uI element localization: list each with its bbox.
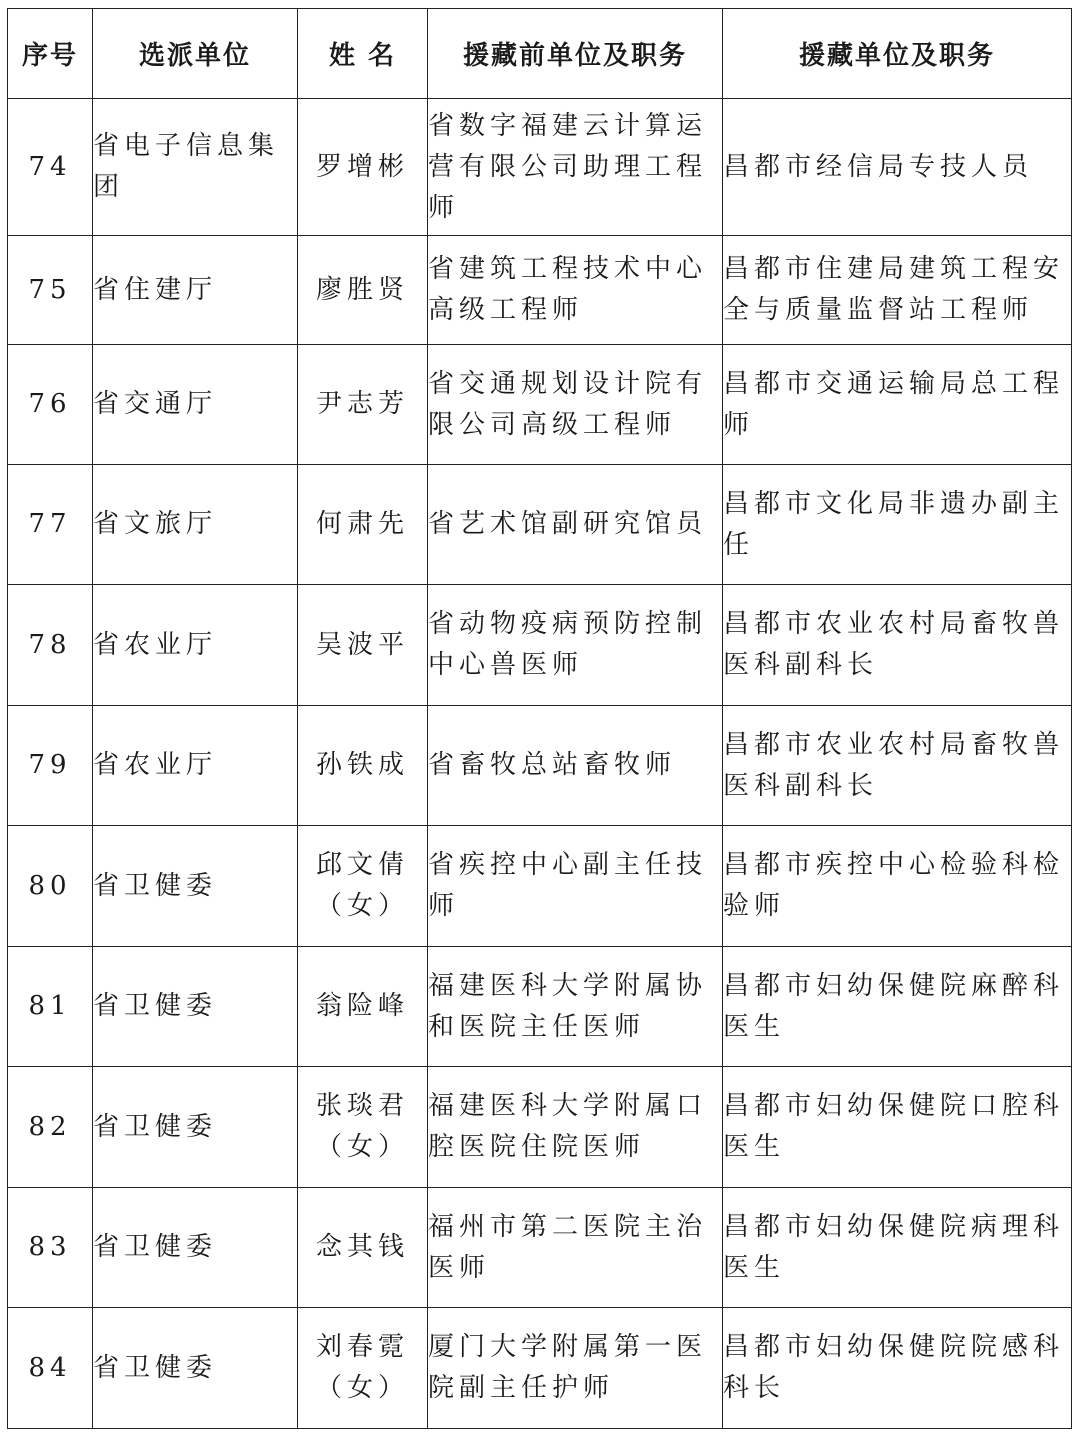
row-number: 76 — [8, 345, 93, 465]
previous-position: 省数字福建云计算运营有限公司助理工程师 — [428, 99, 723, 236]
table-row — [8, 465, 1072, 585]
person-name-cell — [298, 99, 428, 236]
table-row — [8, 706, 1072, 826]
dispatch-unit: 省卫健委 — [93, 1188, 298, 1308]
table-row — [8, 1188, 1072, 1308]
gender-note: （女） — [315, 1132, 409, 1162]
table-row — [8, 947, 1072, 1067]
person-name-cell — [298, 236, 428, 345]
person-name-cell — [298, 706, 428, 826]
previous-position: 福建医科大学附属口腔医院住院医师 — [428, 1067, 723, 1188]
previous-position: 厦门大学附属第一医院副主任护师 — [428, 1308, 723, 1429]
table-row — [8, 99, 1072, 236]
person-name-cell — [298, 465, 428, 585]
person-name: 孙铁成 — [315, 750, 409, 780]
person-name: 念其钱 — [315, 1232, 409, 1262]
person-name-cell — [298, 1067, 428, 1188]
previous-position: 省交通规划设计院有限公司高级工程师 — [428, 345, 723, 465]
header-assigned-position: 援藏单位及职务 — [723, 9, 1072, 99]
assigned-position: 昌都市妇幼保健院院感科科长 — [723, 1308, 1072, 1429]
dispatch-unit: 省卫健委 — [93, 947, 298, 1067]
assigned-position: 昌都市交通运输局总工程师 — [723, 345, 1072, 465]
table-row — [8, 1308, 1072, 1429]
dispatch-unit: 省卫健委 — [93, 1067, 298, 1188]
dispatch-unit: 省卫健委 — [93, 826, 298, 947]
table-row — [8, 585, 1072, 706]
row-number: 79 — [8, 706, 93, 826]
row-number: 81 — [8, 947, 93, 1067]
assigned-position: 昌都市妇幼保健院病理科医生 — [723, 1188, 1072, 1308]
person-name: 邱文倩 — [315, 850, 409, 880]
previous-position: 省疾控中心副主任技师 — [428, 826, 723, 947]
person-name: 翁险峰 — [315, 991, 409, 1021]
person-name: 廖胜贤 — [315, 274, 409, 305]
table-row — [8, 345, 1072, 465]
previous-position: 省艺术馆副研究馆员 — [428, 465, 723, 585]
assigned-position: 昌都市住建局建筑工程安全与质量监督站工程师 — [723, 236, 1072, 345]
dispatch-unit: 省住建厅 — [93, 236, 298, 345]
dispatch-unit: 省农业厅 — [93, 706, 298, 826]
assigned-position: 昌都市妇幼保健院口腔科医生 — [723, 1067, 1072, 1188]
person-name: 尹志芳 — [315, 389, 409, 419]
assigned-position: 昌都市农业农村局畜牧兽医科副科长 — [723, 585, 1072, 706]
person-name: 罗增彬 — [315, 151, 409, 182]
row-number: 83 — [8, 1188, 93, 1308]
header-dispatch-unit: 选派单位 — [93, 9, 298, 99]
assigned-position: 昌都市经信局专技人员 — [723, 99, 1072, 236]
dispatch-unit: 省卫健委 — [93, 1308, 298, 1429]
person-name-cell — [298, 345, 428, 465]
row-number: 74 — [8, 99, 93, 236]
person-name: 吴波平 — [315, 629, 409, 660]
row-number: 78 — [8, 585, 93, 706]
person-name: 何肃先 — [315, 509, 409, 539]
previous-position: 福州市第二医院主治医师 — [428, 1188, 723, 1308]
previous-position: 省动物疫病预防控制中心兽医师 — [428, 585, 723, 706]
table-row — [8, 826, 1072, 947]
person-name-cell — [298, 826, 428, 947]
dispatch-unit: 省文旅厅 — [93, 465, 298, 585]
row-number: 75 — [8, 236, 93, 345]
gender-note: （女） — [315, 1373, 409, 1403]
assigned-position: 昌都市妇幼保健院麻醉科医生 — [723, 947, 1072, 1067]
gender-note: （女） — [315, 891, 409, 921]
header-row — [8, 9, 1072, 99]
table-row — [8, 236, 1072, 345]
person-name-cell — [298, 1188, 428, 1308]
row-number: 84 — [8, 1308, 93, 1429]
assigned-position: 昌都市文化局非遗办副主任 — [723, 465, 1072, 585]
person-name: 刘春霓 — [315, 1332, 409, 1362]
header-previous-position: 援藏前单位及职务 — [428, 9, 723, 99]
person-name-cell — [298, 947, 428, 1067]
header-number: 序号 — [8, 9, 93, 99]
previous-position: 省畜牧总站畜牧师 — [428, 706, 723, 826]
dispatch-unit: 省交通厅 — [93, 345, 298, 465]
row-number: 80 — [8, 826, 93, 947]
assigned-position: 昌都市疾控中心检验科检验师 — [723, 826, 1072, 947]
row-number: 77 — [8, 465, 93, 585]
header-name: 姓 名 — [298, 9, 428, 99]
personnel-table — [7, 8, 1072, 1429]
assigned-position: 昌都市农业农村局畜牧兽医科副科长 — [723, 706, 1072, 826]
row-number: 82 — [8, 1067, 93, 1188]
previous-position: 省建筑工程技术中心高级工程师 — [428, 236, 723, 345]
table-row — [8, 1067, 1072, 1188]
person-name: 张琰君 — [315, 1091, 409, 1121]
person-name-cell — [298, 1308, 428, 1429]
dispatch-unit: 省农业厅 — [93, 585, 298, 706]
person-name-cell — [298, 585, 428, 706]
dispatch-unit: 省电子信息集团 — [93, 99, 298, 236]
previous-position: 福建医科大学附属协和医院主任医师 — [428, 947, 723, 1067]
